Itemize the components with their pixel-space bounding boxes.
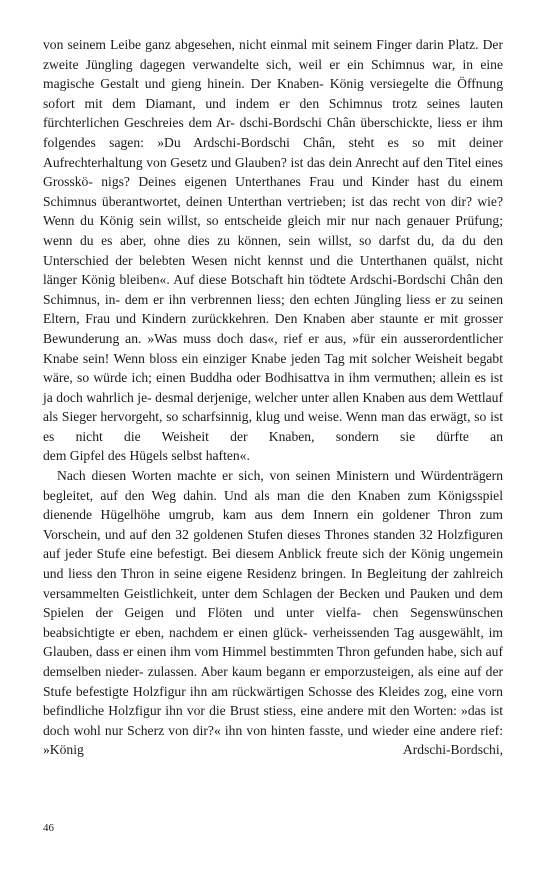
document-page [43,35,503,760]
text-line: ein ausserordentlicher Knabe sein! Wenn bloss ein einziger Knabe jeden [43,330,503,366]
text-line: kennst und die Unterthanen quälst, nicht länger König bleiben«. Auf [43,252,504,288]
text-line: von dir? wie? Wenn du König sein willst, so entscheide gleich mir [43,193,504,229]
text-line: chen Segenswünschen beabsichtigte er eben, nachdem er einen glück- [43,605,503,640]
text-line: Schimnus war, in eine magische Gestalt und gieng hinein. Der Knaben- [43,56,503,92]
text-line: zulassen. Aber kaum begann er emporzusteigen, als eine auf der Stufe [43,664,503,699]
text-line: dschi-Bordschi Chân überschickte, liess er ihm folgendes sagen: »Du [43,115,503,150]
text-line: mit grosser Bewunderung an. »Was muss doch das«, rief er aus, »für [43,311,503,346]
text-line: nigs? Deines eigenen Unterthanes Frau und Kinder hast du einem [101,174,503,190]
page-number: 46 [43,822,54,834]
text-line: König versiegelte die Öffnung sofort mit dem Diamant, und indem er [43,76,503,111]
text-line: oder Bodhisattva in ihm vermuthen; allein es ist ja doch wahrlich je- [43,370,503,405]
text-line: dem Gipfel des Hügels selbst haften«. [43,448,250,464]
text-line: von seinem Leibe ganz abgesehen, nicht einmal mit seinem Finger [43,37,412,52]
text-line: Eltern, Frau und Kindern zurückkehren. Den Knaben aber staunte er [43,311,435,327]
text-line: desmal derjenige, welcher unter allen Knaben aus dem Wettlauf als [43,389,503,425]
text-line: eine vorn befindliche Holzfigur ihn vor die Brust stiess, eine andere [43,683,503,719]
text-line: Nach diesen Worten machte er sich, von seinen Ministern und [57,468,416,484]
text-line: Ardschi-Bordschi Chân, steht es so mit deiner Aufrechterhaltung von [43,134,504,170]
text-line: diese Botschaft hin tödtete Ardschi-Bordschi Chân den Schimnus, in- [43,272,503,307]
paragraph-1 [43,35,503,466]
text-line: willst, so darfst du, da du den Unterschied der belebten Wesen nicht [43,232,503,268]
text-line: befestigt. Bei diesem Anblick freute sich der König ungemein und [43,546,504,582]
text-line: und Pauken und dem Spielen der Geigen und Flöten und unter vielfa- [43,585,503,621]
text-line: Würdenträgern begleitet, auf den Weg dahin. Und als man die den [43,468,503,503]
text-line: hinten fasste, und wieder eine andere rief: »König Ardschi-Bordschi, [43,722,503,758]
text-line: Himmel bestimmten Thron gefunden habe, sich auf demselben nieder- [43,644,503,679]
text-line: erwägt, so ist es nicht die Weisheit der Knaben, sondern sie dürfte an [43,409,503,444]
text-line: Stufen dieses Thrones standen 32 Holzfiguren auf jeder Stufe eine [43,526,503,562]
text-line: liess den Thron in seine eigene Residenz bringen. In Begleitung der [68,566,449,582]
text-line: Gesetz und Glauben? ist das dein Anrecht auf den Titel eines Grosskö- [43,154,503,190]
text-line: nur nach genauer Prüfung; wenn du es aber, ohne dies zu können, sein [43,213,503,248]
text-line: Tag mit solcher Weisheit begabt wäre, so würde ich; einen Buddha [43,350,504,386]
text-line: Sieger hervorgeht, so scharfsinnig, klug und weise. Wenn man das [61,409,427,425]
text-line: Innern ein goldener Thron zum Vorschein, und auf den 32 goldenen [43,507,503,542]
text-line: dem er ihn verbrennen liess; den echten Jüngling liess er zu seinen [124,291,504,307]
text-line: den Schimnus trotz seines lauten fürchterlichen Geschreies dem Ar- [43,95,503,131]
text-line: darin Platz. Der zweite Jüngling dagegen verwandelte sich, weil er ein [43,37,503,72]
text-line: befestigte Holzfigur ihn am rückwärtigen Schosse des Kleides zog, [75,683,448,699]
paragraph-2 [43,466,503,760]
text-line: Knaben zum Königsspiel dienende Hügelhöhe umgrub, kam aus dem [43,487,503,523]
text-line: zahlreich versammelten Geistlichkeit, unter dem Schlagen der Becken [43,566,503,601]
text-line: mit den Worten: »das ist doch wohl nur Scherz von dir?« ihn von [43,703,503,738]
text-line: Schimnus überantwortet, deinen Unterthan vertrieben; ist das recht [43,193,420,209]
text-line: verheissenden Tag ausgewählt, im Glauben, dass er einen ihm vom [43,624,503,660]
